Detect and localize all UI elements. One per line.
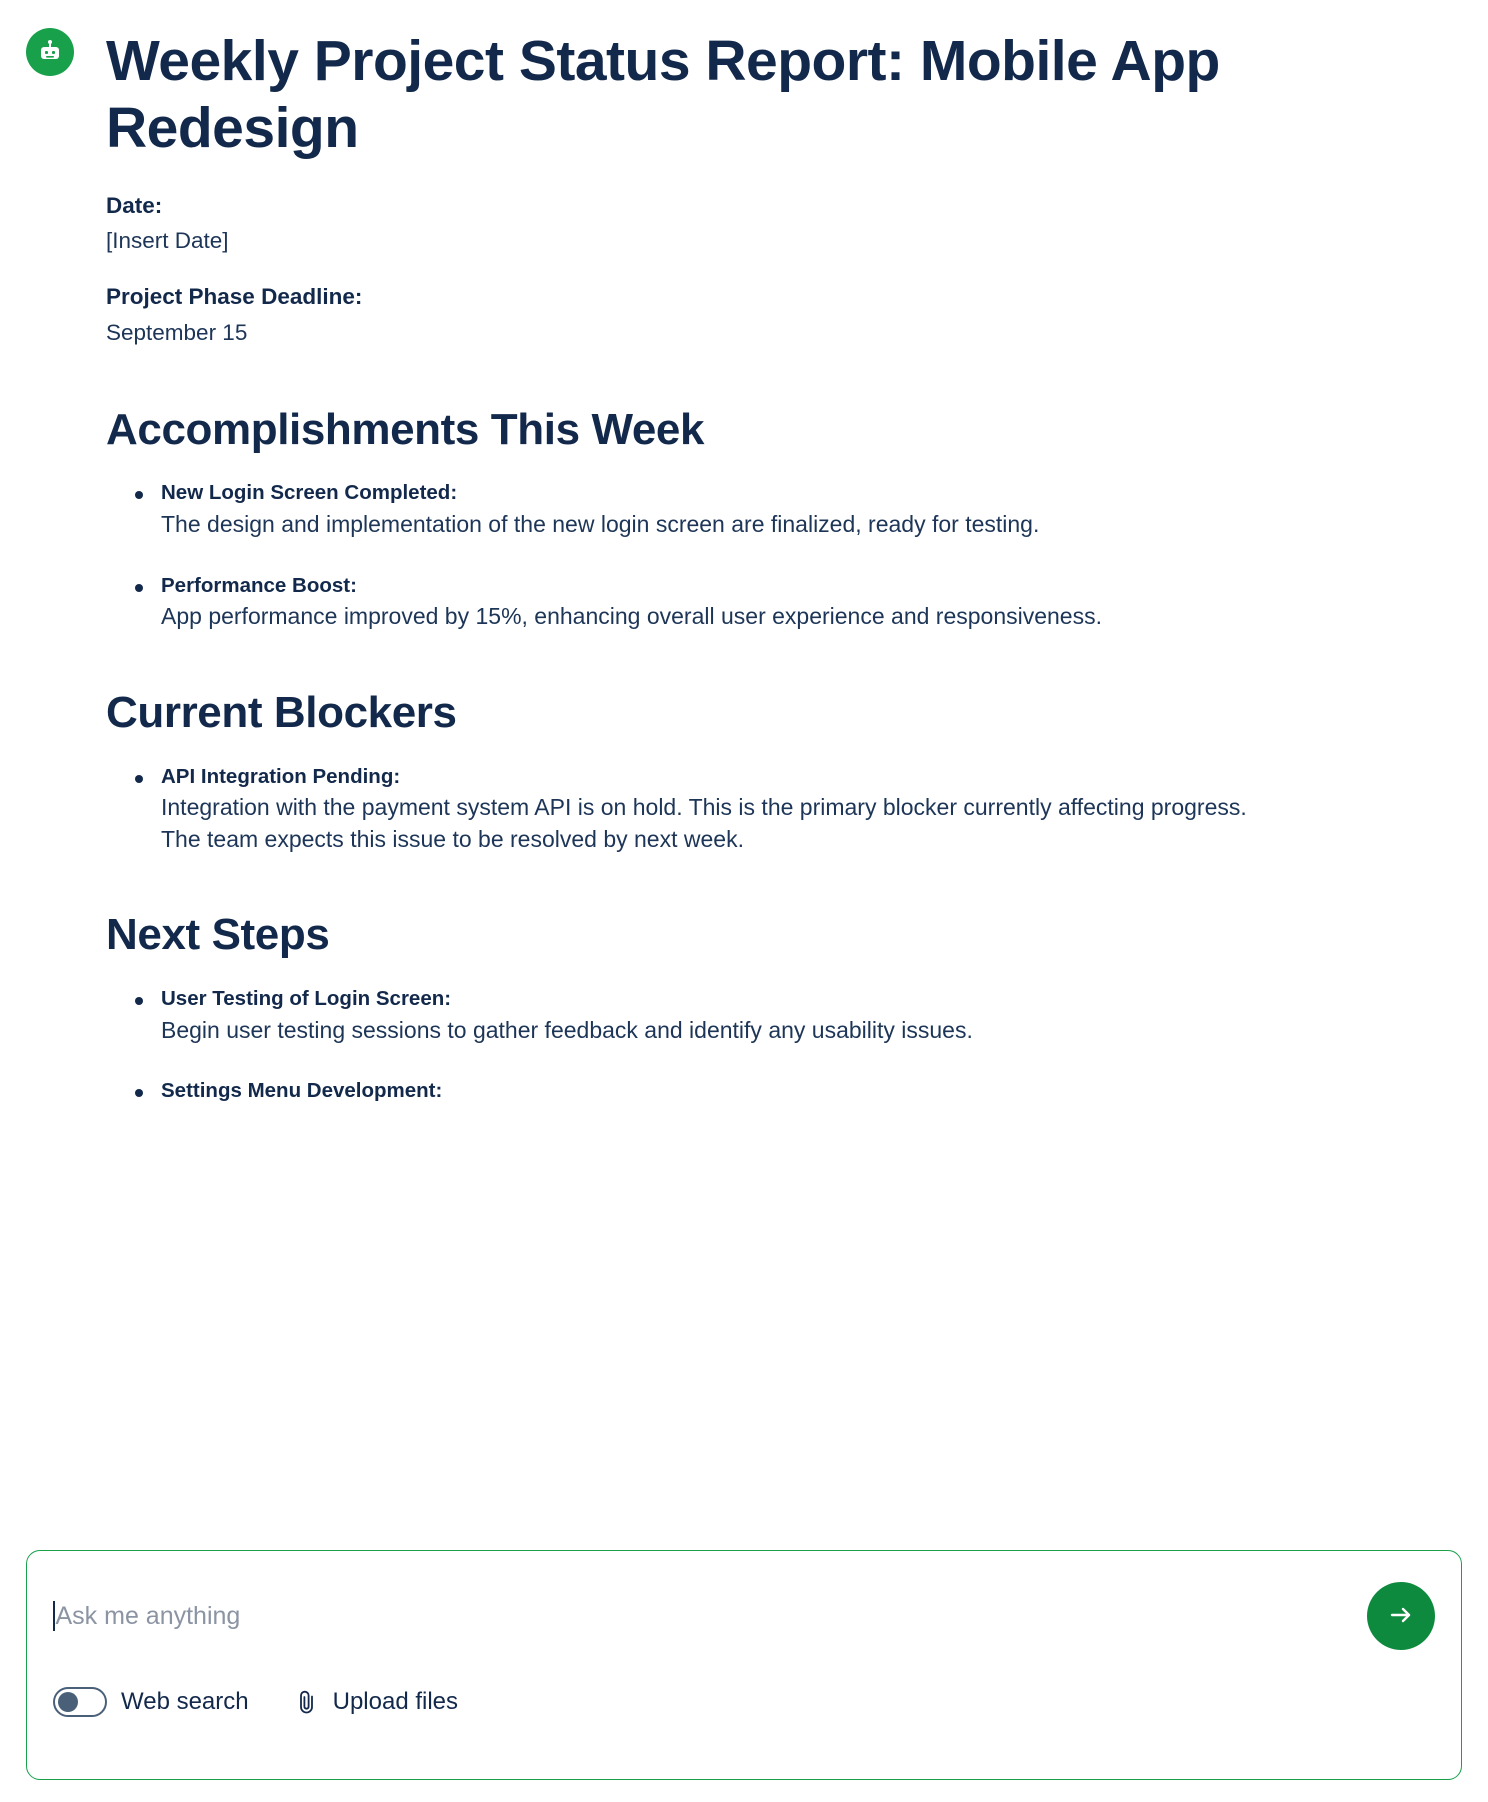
list-item-title: User Testing of Login Screen:: [161, 987, 452, 1011]
list-item: [161, 762, 1248, 856]
page-title: Weekly Project Status Report: Mobile App Redesign: [106, 29, 1220, 161]
meta-date-value: [Insert Date]: [106, 228, 229, 254]
list-item: [161, 1076, 1248, 1107]
list-item: [161, 478, 1248, 540]
list-item-body: The design and implementation of the new login screen are finalized, ready for testing.: [161, 511, 1040, 538]
toggle-knob: [58, 1692, 78, 1712]
meta-deadline-label: Project Phase Deadline:: [106, 284, 363, 309]
message-composer: [26, 1550, 1462, 1780]
robot-icon: [37, 39, 63, 65]
list-item-body: Begin user testing sessions to gather feedback and identify any usability issues.: [161, 1016, 973, 1043]
accomplishments-list: [106, 478, 1248, 633]
meta-date-label: Date:: [106, 192, 163, 218]
search-input-placeholder[interactable]: Ask me anything: [55, 1601, 241, 1630]
list-item-body: Integration with the payment system API is on hold. This is the primary blocker currently affecting progress. The team expects this issue to be resolved by next week.: [161, 794, 1247, 852]
paperclip-icon: [295, 1688, 319, 1716]
list-item-title: Settings Menu Development:: [161, 1079, 443, 1103]
section-heading-accomplishments: Accomplishments This Week: [106, 404, 705, 454]
toggle-off-icon[interactable]: [53, 1687, 107, 1717]
list-item-title: Performance Boost:: [161, 573, 357, 597]
assistant-avatar: [26, 28, 74, 76]
send-button[interactable]: [1367, 1582, 1435, 1650]
upload-files-label: Upload files: [332, 1688, 459, 1715]
section-heading-blockers: Current Blockers: [106, 687, 457, 737]
upload-files-button[interactable]: [295, 1688, 458, 1716]
meta-deadline-value: September 15: [106, 319, 248, 345]
list-item-body: App performance improved by 15%, enhancing overall user experience and responsiveness.: [161, 603, 1102, 630]
composer-input-row[interactable]: [27, 1551, 1461, 1681]
composer-tools: [27, 1687, 1461, 1717]
list-item-title: New Login Screen Completed:: [161, 481, 458, 505]
report-document: [106, 28, 1458, 1107]
arrow-right-icon: [1386, 1600, 1416, 1633]
web-search-label: Web search: [121, 1688, 249, 1715]
blockers-list: [106, 762, 1248, 856]
text-caret: [53, 1601, 55, 1631]
web-search-toggle[interactable]: [53, 1687, 249, 1717]
list-item: [161, 571, 1248, 633]
next-steps-list: [106, 984, 1248, 1107]
list-item: [161, 984, 1248, 1046]
list-item-title: API Integration Pending:: [161, 764, 401, 788]
section-heading-next-steps: Next Steps: [106, 910, 330, 960]
